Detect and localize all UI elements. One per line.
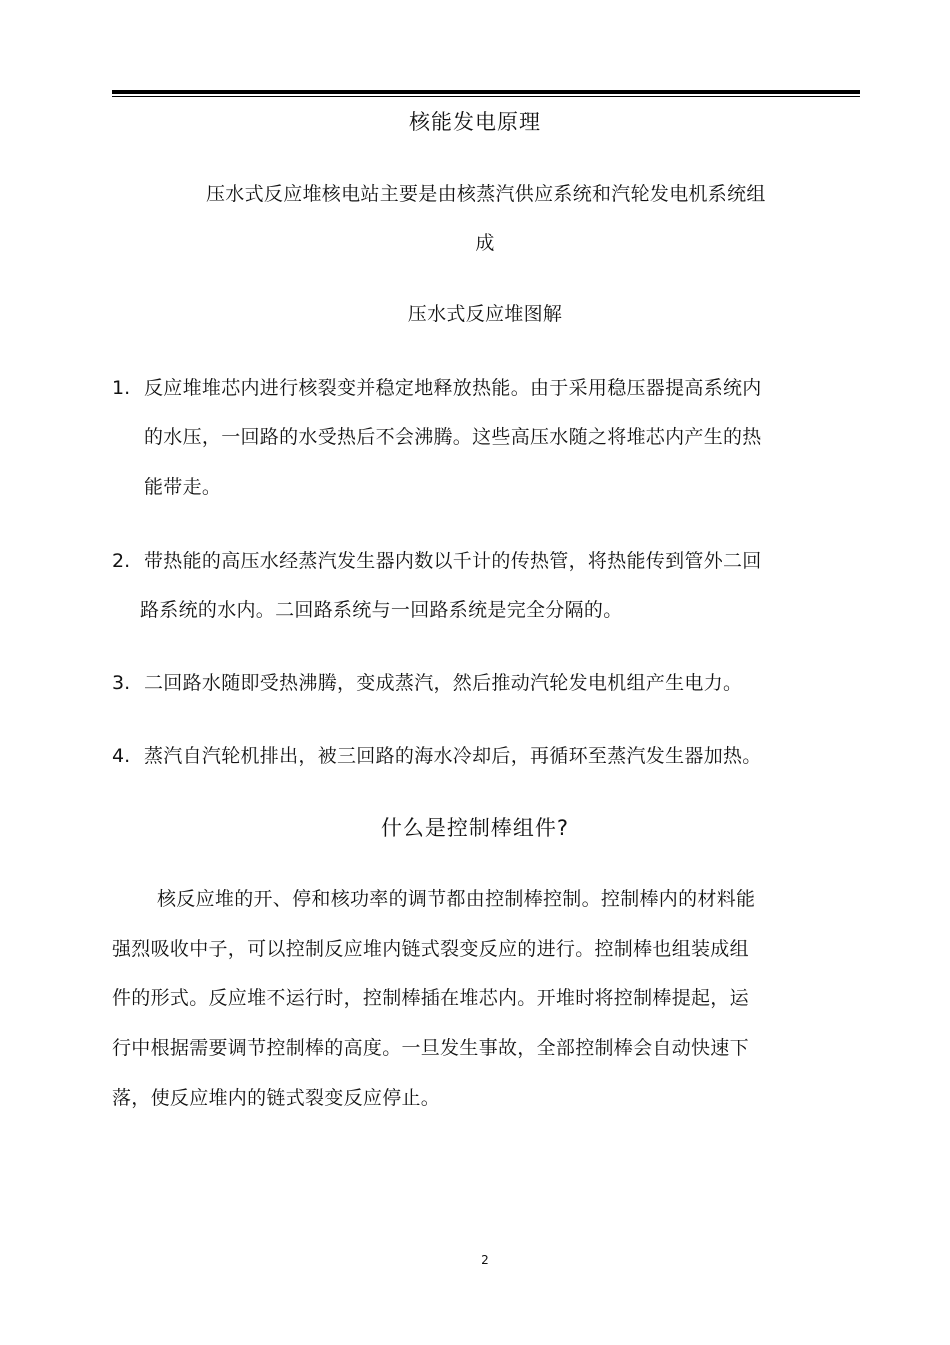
- item-1-line-2: 的水压，一回路的水受热后不会沸腾。这些高压水随之将堆芯内产生的热: [144, 426, 762, 448]
- item-number-4: 4.: [112, 745, 131, 767]
- item-3-line-1: 二回路水随即受热沸腾，变成蒸汽，然后推动汽轮发电机组产生电力。: [144, 672, 743, 694]
- paragraph-line-3: 件的形式。反应堆不运行时，控制棒插在堆芯内。开堆时将控制棒提起，运: [112, 987, 749, 1009]
- item-2-line-1: 带热能的高压水经蒸汽发生器内数以千计的传热管，将热能传到管外二回: [144, 550, 762, 572]
- figure-caption: 压水式反应堆图解: [407, 303, 563, 325]
- header-rule-thin: [112, 96, 860, 97]
- item-4-line-1: 蒸汽自汽轮机排出，被三回路的海水冷却后，再循环至蒸汽发生器加热。: [144, 745, 762, 767]
- intro-line-1: 压水式反应堆核电站主要是由核蒸汽供应系统和汽轮发电机系统组: [206, 183, 766, 205]
- document-title: 核能发电原理: [409, 110, 541, 134]
- section-heading: 什么是控制棒组件?: [380, 816, 570, 840]
- item-number-1: 1.: [112, 377, 131, 399]
- intro-line-2: 成: [475, 232, 495, 254]
- item-number-2: 2.: [112, 550, 131, 572]
- item-number-3: 3.: [112, 672, 131, 694]
- item-1-line-3: 能带走。: [144, 476, 222, 498]
- item-1-line-1: 反应堆堆芯内进行核裂变并稳定地释放热能。由于采用稳压器提高系统内: [144, 377, 762, 399]
- paragraph-line-1: 核反应堆的开、停和核功率的调节都由控制棒控制。控制棒内的材料能: [157, 888, 756, 910]
- header-rule-thick: [112, 90, 860, 94]
- paragraph-line-4: 行中根据需要调节控制棒的高度。一旦发生事故，全部控制棒会自动快速下: [112, 1037, 749, 1059]
- item-2-line-2: 路系统的水内。二回路系统与一回路系统是完全分隔的。: [140, 599, 623, 621]
- paragraph-line-5: 落，使反应堆内的链式裂变反应停止。: [112, 1087, 441, 1109]
- page-number: 2: [481, 1253, 489, 1267]
- paragraph-line-2: 强烈吸收中子，可以控制反应堆内链式裂变反应的进行。控制棒也组装成组: [112, 938, 749, 960]
